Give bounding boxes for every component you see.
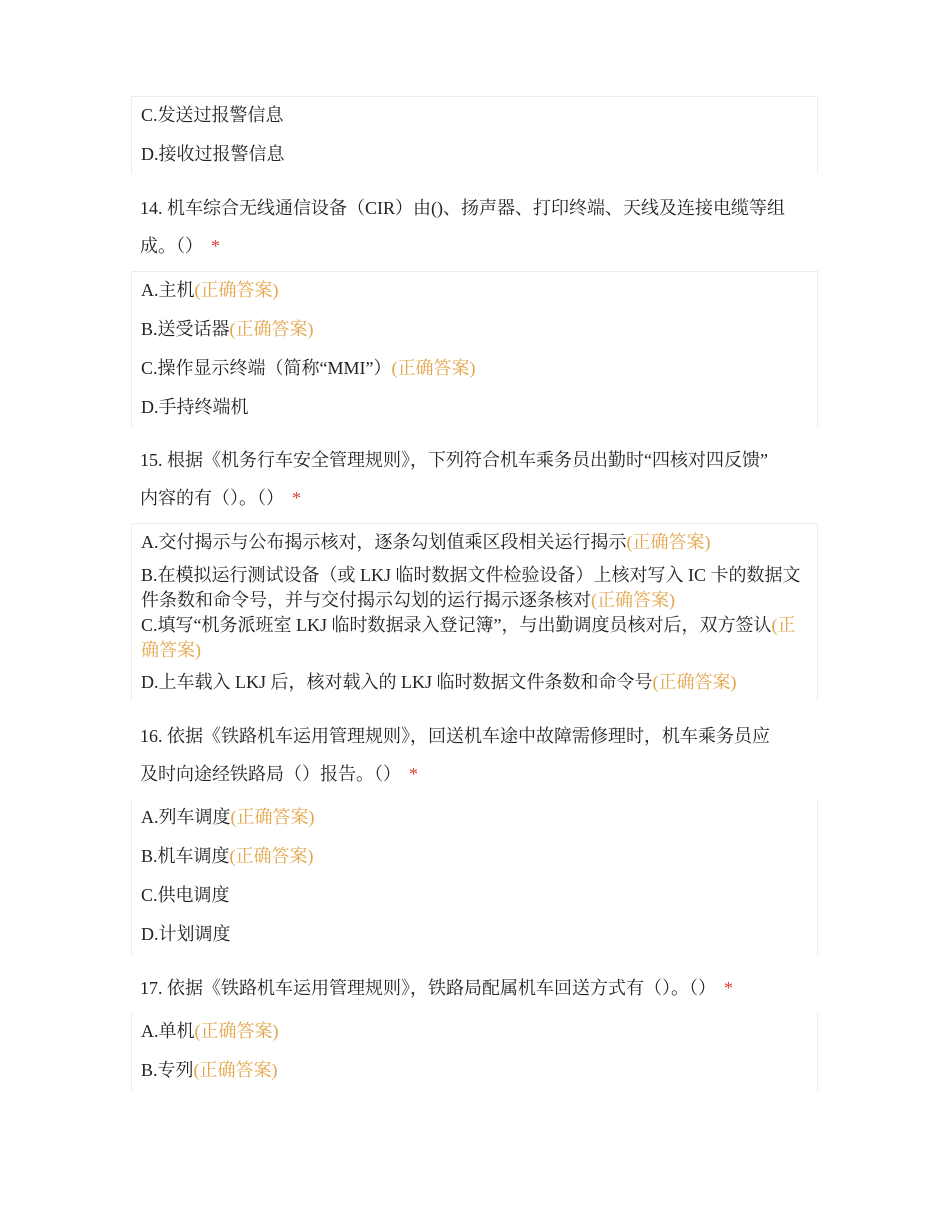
q15-text [140,441,812,517]
correct-answer-mark: (正确答案) [229,319,314,339]
q15-option-b[interactable]: B.在模拟运行测试设备（或 LKJ 临时数据文件检验设备）上核对写入 IC 卡的数据文件条数和命令号，并与交付揭示勾划的运行揭示逐条核对(正确答案) [141,565,801,610]
q15-option-d[interactable]: D.上车载入 LKJ 后，核对载入的 LKJ 临时数据文件条数和命令号(正确答案) [141,672,737,692]
q16-options [131,799,818,956]
q14-option-d[interactable]: D.手持终端机 [141,397,249,417]
correct-answer-mark: (正确答案) [652,672,737,692]
q15-text-line1: 15. 根据《机务行车安全管理规则》，下列符合机车乘务员出勤时“四核对四反馈” [140,450,768,470]
correct-answer-mark: (正确答案) [194,1021,279,1041]
q16-option-c[interactable]: C.供电调度 [141,885,230,905]
correct-answer-mark: (正确答案) [230,807,315,827]
q14-text-line1: 14. 机车综合无线通信设备（CIR）由()、扬声器、打印终端、天线及连接电缆等组 [140,198,785,218]
required-star: * [724,978,733,998]
correct-answer-mark: (正确答案) [229,846,314,866]
q15-options [131,523,818,701]
q17-text-line1: 17. 依据《铁路机车运用管理规则》，铁路局配属机车回送方式有（）。（） [140,978,716,998]
q14-options [131,271,818,428]
required-star: * [211,236,220,256]
q17-options [131,1013,818,1092]
q16-text [140,717,812,793]
q16-text-line2: 及时向途经铁路局（）报告。（） [140,764,401,784]
correct-answer-mark: (正确答案) [626,532,711,552]
q13-options [131,96,818,174]
q15-option-a[interactable]: A.交付揭示与公布揭示核对，逐条勾划值乘区段相关运行揭示(正确答案) [141,532,711,552]
q14-text-line2: 成。（） [140,236,203,256]
correct-answer-mark: (正确答案) [141,615,796,660]
q13-option-c[interactable]: C.发送过报警信息 [141,105,284,125]
correct-answer-mark: (正确答案) [193,1060,278,1080]
correct-answer-mark: (正确答案) [391,358,476,378]
q13-option-d[interactable]: D.接收过报警信息 [141,144,285,164]
q16-option-d[interactable]: D.计划调度 [141,924,231,944]
q14-option-b[interactable]: B.送受话器(正确答案) [141,319,314,339]
q16-option-a[interactable]: A.列车调度(正确答案) [141,807,315,827]
q17-option-b[interactable]: B.专列(正确答案) [141,1060,278,1080]
q15-option-c[interactable]: C.填写“机务派班室 LKJ 临时数据录入登记簿”，与出勤调度员核对后，双方签认(正确答案) [141,615,796,660]
correct-answer-mark: (正确答案) [591,590,675,610]
q14-text [140,189,812,265]
required-star: * [292,488,301,508]
q17-text [140,969,812,1007]
correct-answer-mark: (正确答案) [194,280,279,300]
q14-option-a[interactable]: A.主机(正确答案) [141,280,279,300]
q16-option-b[interactable]: B.机车调度(正确答案) [141,846,314,866]
q14-option-c[interactable]: C.操作显示终端（简称“MMI”）(正确答案) [141,358,476,378]
required-star: * [409,764,418,784]
q15-text-line2: 内容的有（）。（） [140,488,284,508]
q17-option-a[interactable]: A.单机(正确答案) [141,1021,279,1041]
q16-text-line1: 16. 依据《铁路机车运用管理规则》，回送机车途中故障需修理时，机车乘务员应 [140,726,770,746]
